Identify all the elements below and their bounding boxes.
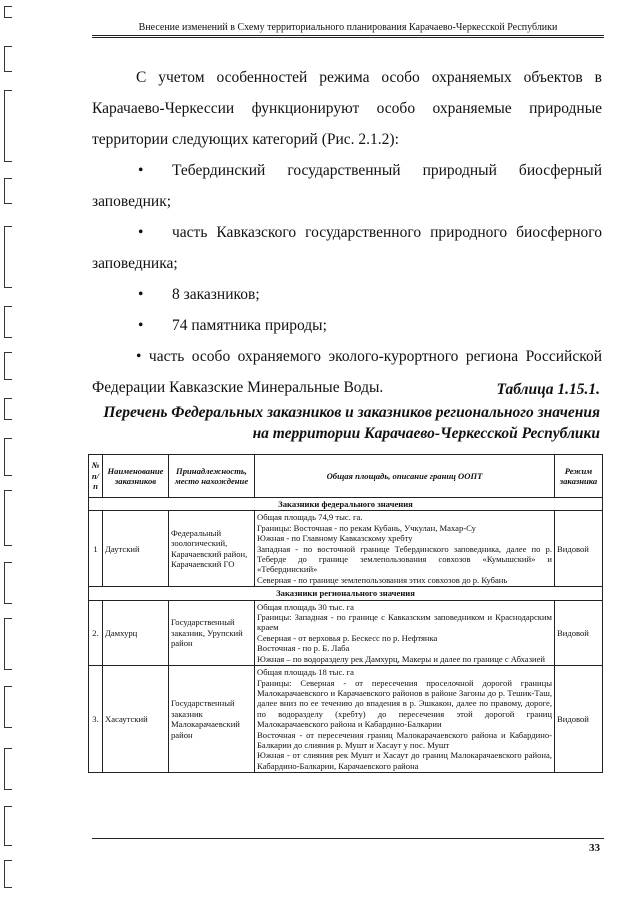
- cell-owner: Государственный заказник, Урупский район: [169, 600, 255, 665]
- table-header-row: [89, 455, 603, 498]
- cell-regime: Видовой: [555, 600, 603, 665]
- cell-desc: Общая площадь 18 тыс. га Границы: Северная - от пересечения проселочной дорогой границы Малокарачаевского и Карачаевского районов в районе Загоны до р. Тешик-Таш, далее вниз по ее течению до впадения в р. Эшкакон, далее по правому, дороге, по водоразделу (хребту) до пересечения этой дорогой границ Малокарачаевского района и Кабардино-Балкарии Восточная - от пересечения границ Малокарачаевского района и Кабардино-Балкарии до слияния р. Мушт и Хасаут у пос. Мушт Южная - от слияния рек Мушт и Хасаут до границ Малокарачаевского района, Кабардино-Балкарии, Карачаевского района: [255, 666, 555, 773]
- page-header: Внесение изменений в Схему территориального планирования Карачаево-Черкесской Республики: [138, 22, 558, 33]
- cell-regime: Видовой: [555, 666, 603, 773]
- cell-num: 2.: [89, 600, 103, 665]
- cell-name: Хасаутский: [103, 666, 169, 773]
- table-row: [89, 600, 603, 665]
- bullet-item: • Тебердинский государственный природный биосферный заповедник;: [92, 155, 602, 217]
- bullet-item: • часть Кавказского государственного природного биосферного заповедника;: [92, 217, 602, 279]
- footer-rule: [92, 838, 604, 839]
- binding-marks: [4, 0, 16, 905]
- bullet-icon: •: [138, 224, 144, 241]
- bullet-icon: •: [138, 317, 144, 334]
- header-rule: [92, 35, 604, 38]
- header-owner: Принадлежность, место нахождение: [169, 455, 255, 498]
- table-title: Перечень Федеральных заказников и заказников регионального значения на территории Карачаево-Черкесской Республики: [103, 404, 600, 442]
- section-row-federal: Заказники федерального значения: [89, 498, 603, 511]
- cell-owner: Федеральный зоологический, Карачаевский район, Карачаевский ГО: [169, 511, 255, 587]
- bullet-item: • 8 заказников;: [92, 279, 602, 310]
- cell-num: 1: [89, 511, 103, 587]
- cell-name: Даутский: [103, 511, 169, 587]
- table-row: [89, 666, 603, 773]
- cell-owner: Государственный заказник Малокарачаевский район: [169, 666, 255, 773]
- bullet-icon: •: [138, 286, 144, 303]
- table-row: [89, 511, 603, 587]
- header-num: № п/п: [89, 455, 103, 498]
- last-bullet-paragraph: • часть особо охраняемого эколого-курортного региона Российской Федерации Кавказские Минеральные Воды.: [92, 348, 602, 396]
- intro-paragraph: С учетом особенностей режима особо охраняемых объектов в Карачаево-Черкессии функционируют особо охраняемые природные территории следующих категорий (Рис. 2.1.2):: [92, 69, 602, 148]
- header-name: Наименование заказников: [103, 455, 169, 498]
- body-text: [92, 62, 602, 403]
- section-row-regional: Заказники регионального значения: [89, 587, 603, 600]
- cell-num: 3.: [89, 666, 103, 773]
- cell-regime: Видовой: [555, 511, 603, 587]
- header-regime: Режим заказника: [555, 455, 603, 498]
- page-number: 33: [589, 842, 600, 854]
- cell-name: Дамхурц: [103, 600, 169, 665]
- cell-desc: Общая площадь 74,9 тыс. га. Границы: Восточная - по рекам Кубань, Учкулан, Махар-Су Южная - по Главному Кавказскому хребту Западная - по восточной границе Тебердинского заповедника, далее по р. Теберде до границе землепользования совхозов «Кумышский» и «Тебердинский» Северная - по границе землепользования этих совхозов до р. Кубань: [255, 511, 555, 587]
- bullet-icon: •: [138, 162, 144, 179]
- header-desc: Общая площадь, описание границ ООПТ: [255, 455, 555, 498]
- bullet-item: • 74 памятника природы;: [92, 310, 602, 341]
- cell-desc: Общая площадь 30 тыс. га Границы: Западная - по границе с Кавказским заповедником и Краснодарским краем Северная - от верховья р. Бескесс по р. Нефтянка Восточная - по р. Б. Лаба Южная – по водоразделу рек Дамхурц, Макеры и далее по границе с Абхазией: [255, 600, 555, 665]
- reserves-table: [88, 454, 603, 773]
- table-number: Таблица 1.15.1.: [496, 381, 600, 398]
